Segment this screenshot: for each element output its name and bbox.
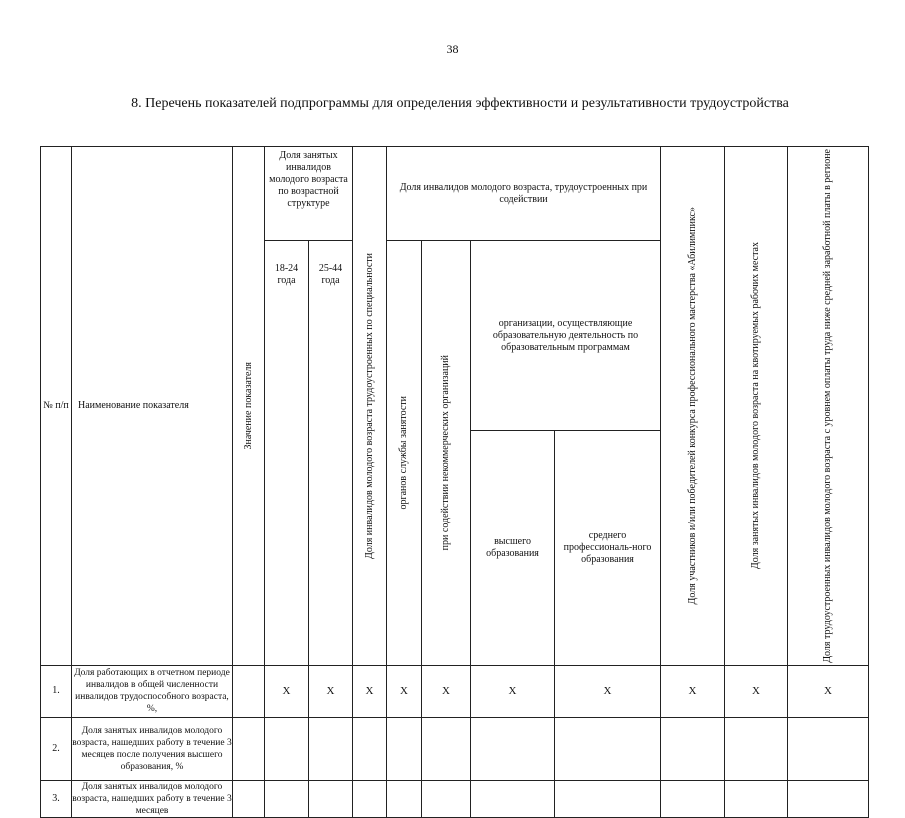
cell: X <box>309 665 353 717</box>
cell <box>387 717 422 780</box>
cell: X <box>471 665 555 717</box>
cell <box>471 717 555 780</box>
cell: X <box>353 665 387 717</box>
cell: X <box>387 665 422 717</box>
row-value <box>233 665 265 717</box>
cell: X <box>422 665 471 717</box>
header-nonprofit: при содействии некоммерческих организаций <box>422 241 471 666</box>
cell <box>725 780 788 817</box>
header-age-25-44: 25-44 года <box>309 241 353 666</box>
row-num: 3. <box>41 780 72 817</box>
cell <box>265 780 309 817</box>
cell <box>387 780 422 817</box>
page-number: 38 <box>446 42 459 56</box>
cell <box>265 717 309 780</box>
row-name: Доля занятых инвалидов молодого возраста, нашедших работу в течение 3 месяцев <box>72 781 232 816</box>
row-name: Доля работающих в отчетном периоде инвалидов в общей численности инвалидов трудоспособного возраста, %, <box>72 665 233 717</box>
header-secondary-edu: среднего профессиональ-ного образования <box>555 431 661 666</box>
cell <box>422 780 471 817</box>
cell: X <box>265 665 309 717</box>
cell: X <box>788 665 869 717</box>
cell <box>309 717 353 780</box>
row-name: Доля занятых инвалидов молодого возраста, нашедших работу в течение 3 месяцев после получения высшего образования, % <box>72 717 233 780</box>
header-quota: Доля занятых инвалидов молодого возраста на квотируемых рабочих местах <box>725 147 788 666</box>
header-name: Наименование показателя <box>72 147 233 666</box>
cell <box>661 780 725 817</box>
indicators-table <box>40 146 869 818</box>
cell: X <box>661 665 725 717</box>
row-num: 2. <box>41 717 72 780</box>
section-title: 8. Перечень показателей подпрограммы для определения эффективности и результативности трудоустройства <box>131 96 789 111</box>
cell: X <box>725 665 788 717</box>
header-by-specialty: Доля инвалидов молодого возраста трудоустроенных по специальности <box>353 147 387 666</box>
header-below-avg-wage: Доля трудоустроенных инвалидов молодого возраста с уровнем оплаты труда ниже средней заработной платы в регионе <box>788 147 869 666</box>
cell <box>309 780 353 817</box>
table-row <box>41 665 869 717</box>
table-row <box>41 717 869 780</box>
cell <box>725 717 788 780</box>
row-num: 1. <box>41 665 72 717</box>
header-value: Значение показателя <box>233 147 265 666</box>
header-age-group: Доля занятых инвалидов молодого возраста по возрастной структуре <box>265 147 353 241</box>
cell <box>471 780 555 817</box>
header-num: № п/п <box>41 147 72 666</box>
row-value <box>233 717 265 780</box>
cell <box>422 717 471 780</box>
cell <box>555 780 661 817</box>
row-value <box>233 780 265 817</box>
cell <box>353 780 387 817</box>
header-higher-edu: высшего образования <box>471 431 555 666</box>
header-edu-orgs: организации, осуществляющие образовательную деятельность по образовательным программам <box>471 241 661 431</box>
cell <box>788 717 869 780</box>
table-row <box>41 780 869 817</box>
cell <box>353 717 387 780</box>
cell: X <box>555 665 661 717</box>
header-employment-service: органов службы занятости <box>387 241 422 666</box>
header-assisted-group: Доля инвалидов молодого возраста, трудоустроенных при содействии <box>387 147 661 241</box>
cell <box>788 780 869 817</box>
cell <box>555 717 661 780</box>
header-abilimpics: Доля участников и/или победителей конкурса профессионального мастерства «Абилимпикс» <box>661 147 725 666</box>
header-age-18-24: 18-24 года <box>265 241 309 666</box>
cell <box>661 717 725 780</box>
